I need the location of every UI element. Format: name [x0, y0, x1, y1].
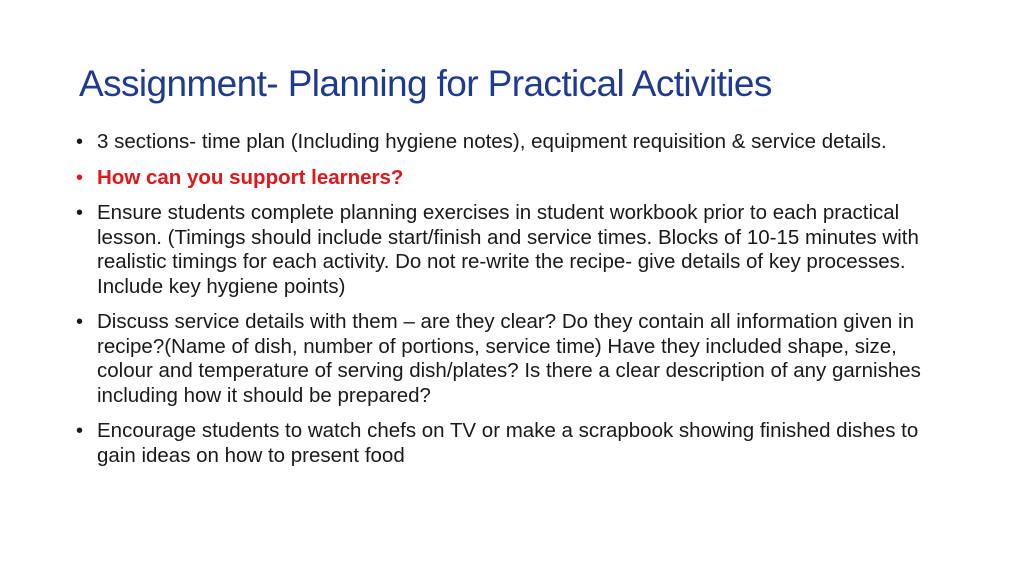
bullet-icon: •	[76, 131, 84, 153]
bullet-text: 3 sections- time plan (Including hygiene notes), equipment requisition & service details.	[97, 130, 887, 153]
bullet-item	[73, 201, 953, 299]
bullet-text: Ensure students complete planning exercises in student workbook prior to each practical lesson. (Timings should include start/finish and service times. Blocks of 10-15 minutes with realistic timings for each activity. Do not re-write the recipe- give details of key processes. Include key hygiene points)	[97, 201, 919, 298]
bullet-list	[73, 130, 953, 479]
bullet-icon: •	[76, 202, 84, 224]
bullet-text: Encourage students to watch chefs on TV or make a scrapbook showing finished dishes to gain ideas on how to present food	[97, 419, 919, 467]
bullet-text: Discuss service details with them – are they clear? Do they contain all information given in recipe?(Name of dish, number of portions, service time) Have they included shape, size, colour and temperature of serving dish/plates? Is there a clear description of any garnishes including how it should be prepared?	[97, 310, 921, 407]
slide-title: Assignment- Planning for Practical Activities	[79, 63, 772, 104]
bullet-text: How can you support learners?	[97, 165, 404, 189]
bullet-icon: •	[76, 166, 84, 189]
bullet-item-emphasis	[73, 166, 953, 191]
bullet-item	[73, 419, 953, 468]
bullet-icon: •	[76, 311, 84, 333]
bullet-item	[73, 310, 953, 408]
bullet-item	[73, 130, 953, 155]
bullet-icon: •	[76, 420, 84, 442]
